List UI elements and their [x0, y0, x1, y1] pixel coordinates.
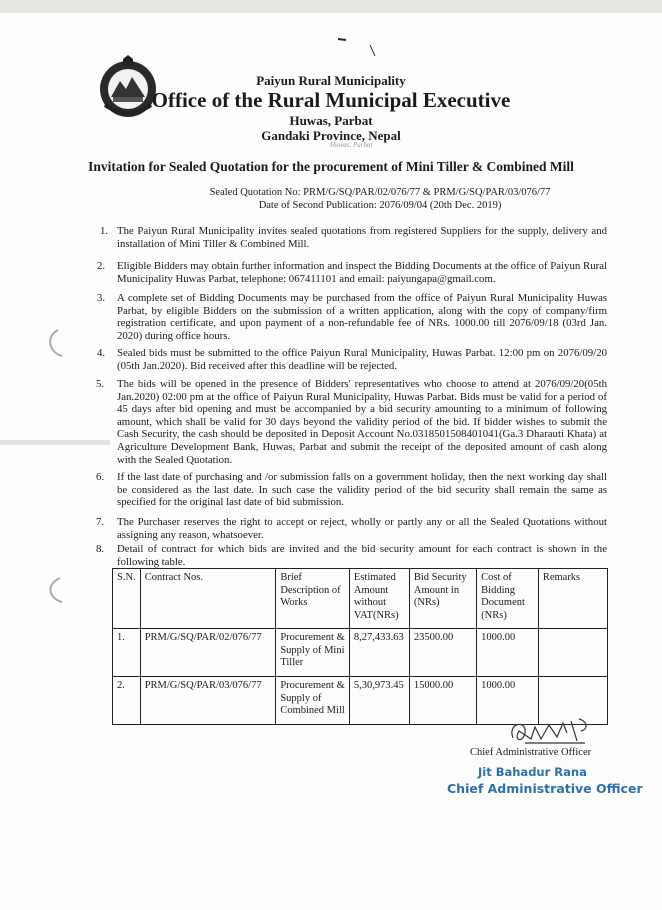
- quotation-number: Sealed Quotation No: PRM/G/SQ/PAR/02/076/77 & PRM/G/SQ/PAR/03/076/77: [209, 187, 551, 198]
- stamp-title: Chief Administrative Officer: [447, 781, 643, 796]
- table-cell: PRM/G/SQ/PAR/02/076/77: [140, 629, 276, 677]
- list-item: The Purchaser reserves the right to accept or reject, wholly or partly any or all the Sealed Quotations without assigning any reason, whatsoever.: [117, 516, 607, 541]
- column-header: Bid Security Amount in (NRs): [409, 569, 476, 629]
- list-item: Detail of contract for which bids are invited and the bid security amount for each contract is shown in the following table.: [117, 543, 607, 568]
- list-item: If the last date of purchasing and /or submission falls on a government holiday, then the next working day shall be considered as the last date. In such case the validity period of the bid security shall remain the same as specified for the original last date of bid submission.: [117, 471, 607, 509]
- office-province: Gandaki Province, Nepal: [261, 128, 401, 143]
- handwritten-signature: [505, 713, 595, 748]
- list-item: Sealed bids must be submitted to the office Paiyun Rural Municipality, Huwas Parbat. 12:00 pm on 2076/09/20 (05th Jan.2020). Bid received after this deadline will be rejected.: [117, 347, 607, 372]
- table-cell: Procurement & Supply of Mini Tiller: [276, 629, 350, 677]
- notice-title: Invitation for Sealed Quotation for the procurement of Mini Tiller & Combined Mill: [88, 159, 574, 174]
- list-item: Eligible Bidders may obtain further information and inspect the Bidding Documents at the office of Paiyun Rural Municipality Huwas Parbat, telephone: 067411101 and email: paiyungapa@gmail.com.: [117, 260, 607, 285]
- table-cell: 2.: [113, 677, 141, 725]
- column-header: Brief Description of Works: [276, 569, 350, 629]
- office-name: Office of the Rural Municipal Executive: [151, 88, 511, 112]
- stamp-name: Jit Bahadur Rana: [478, 765, 587, 779]
- column-header: S.N.: [113, 569, 141, 629]
- item-number: 8.: [96, 543, 105, 555]
- item-number: 2.: [97, 260, 106, 272]
- list-item: The Paiyun Rural Municipality invites sealed quotations from registered Suppliers for the supply, delivery and installation of Mini Tiller & Combined Mill.: [117, 225, 607, 250]
- item-number: 4.: [97, 347, 106, 359]
- publication-date: Date of Second Publication: 2076/09/04 (20th Dec. 2019): [258, 200, 502, 211]
- notice-references: [180, 186, 580, 212]
- table-cell: 8,27,433.63: [349, 629, 409, 677]
- table-cell: Procurement & Supply of Combined Mill: [276, 677, 350, 725]
- column-header: Estimated Amount without VAT(NRs): [349, 569, 409, 629]
- list-item: The bids will be opened in the presence of Bidders' representatives who choose to attend at 2076/09/20(05th Jan.2020) 02:00 pm at the office of Paiyun Rural Municipality, Huwas Parbat. Bids must be valid for a period of 45 days after bid opening and must be accompanied by a bid security amounting to a minimum of following amount, which shall be valid for 30 days beyond the validity period of the bid. If bidder wishes to submit the Cash Security, the cash should be deposited in Deposit Account No.0318501508401041(Ga.3 Dharauti Khata) at Agriculture Development Bank, Huwas, Parbat and submit the receipt of the deposited amount of cash along with the Sealed Quotation.: [117, 378, 607, 466]
- item-number: 3.: [97, 292, 106, 304]
- office-location: Huwas, Parbat: [289, 113, 373, 128]
- table-cell: 5,30,973.45: [349, 677, 409, 725]
- table-cell: 23500.00: [409, 629, 476, 677]
- table-cell: 1000.00: [477, 677, 539, 725]
- table-cell: [538, 629, 607, 677]
- item-number: 7.: [96, 516, 105, 528]
- table-cell: PRM/G/SQ/PAR/03/076/77: [140, 677, 276, 725]
- item-number: 1.: [100, 225, 109, 237]
- table-cell: 1000.00: [477, 629, 539, 677]
- list-item: A complete set of Bidding Documents may be purchased from the office of Paiyun Rural Municipality Huwas Parbat, by eligible Bidders on the submission of a written application, along with the copy of company/firm registration certificate, and upon payment of a non-refundable fee of NRs. 1000.00 till 2076/09/18 (03rd Jan. 2020) during office hours.: [117, 292, 607, 342]
- table-header-row: [113, 569, 608, 629]
- item-number: 6.: [96, 471, 105, 483]
- column-header: Cost of Bidding Document (NRs): [477, 569, 539, 629]
- municipality-name: Paiyun Rural Municipality: [256, 73, 406, 88]
- table-cell: 1.: [113, 629, 141, 677]
- column-header: Contract Nos.: [140, 569, 276, 629]
- table-cell: 15000.00: [409, 677, 476, 725]
- office-stamp: Huwas, Parbat: [330, 141, 373, 149]
- column-header: Remarks: [538, 569, 607, 629]
- table-row: [113, 629, 608, 677]
- signatory-title: Chief Administrative Officer: [470, 747, 592, 758]
- contract-table: [112, 568, 608, 725]
- item-number: 5.: [96, 378, 105, 390]
